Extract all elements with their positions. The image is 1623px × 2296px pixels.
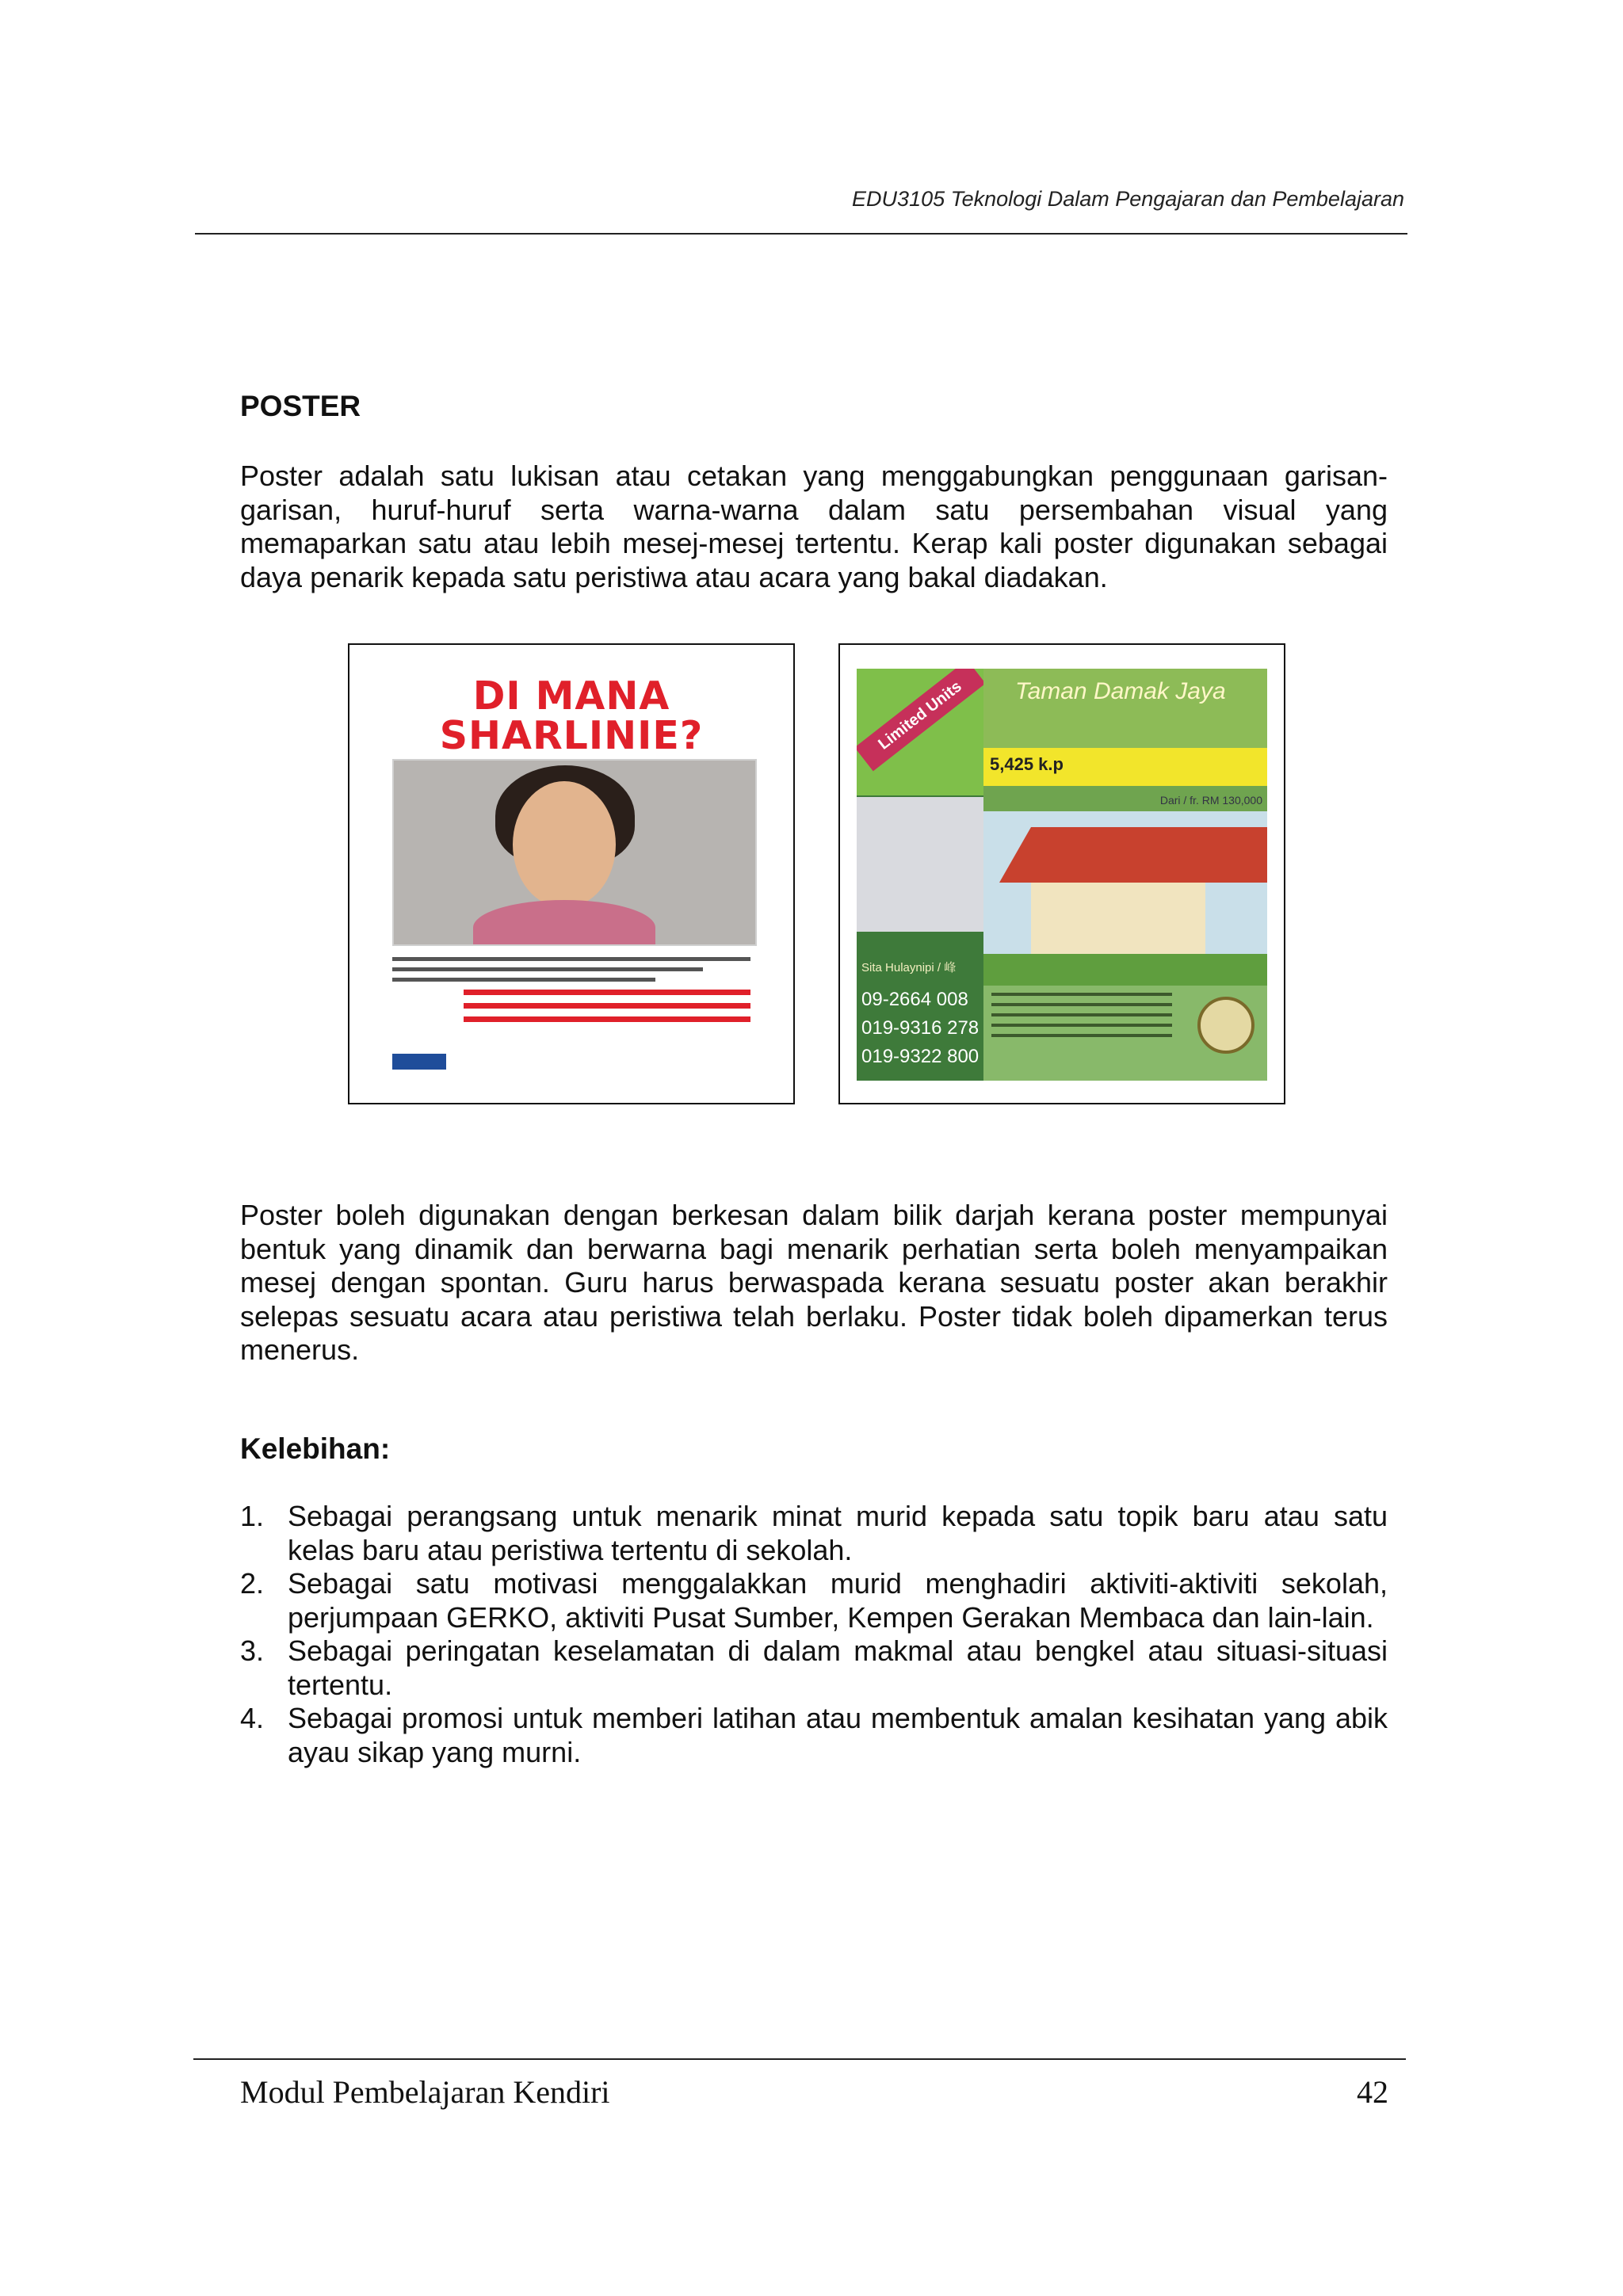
development-name: Taman Damak Jaya — [1015, 678, 1226, 704]
header-rule — [195, 233, 1407, 235]
limited-units-ribbon: Limited Units — [857, 669, 986, 771]
missing-child-poster — [380, 669, 763, 1079]
sponsor-logo — [392, 1054, 446, 1070]
family-photo — [857, 797, 983, 932]
price-label: Dari / fr. RM 130,000 — [1159, 794, 1262, 807]
list-item: 1. Sebagai perangsang untuk menarik minat murid kepada satu topik baru atau satu kelas baru atau peristiwa tertentu di sekolah. — [240, 1500, 1388, 1566]
list-item: 3. Sebagai peringatan keselamatan di dalam makmal atau bengkel atau situasi-situasi tertentu. — [240, 1634, 1388, 1701]
housing-poster — [857, 669, 1267, 1081]
body-paragraph: Poster boleh digunakan dengan berkesan dalam bilik darjah kerana poster mempunyai bentuk yang dinamik dan berwarna bagi menarik perhatian serta boleh menyampaikan mesej dengan spontan. Guru harus berwaspada kerana sesuatu poster akan berakhir selepas sesuatu acara atau peristiwa telah berlaku. Poster tidak boleh dipamerkan terus menerus. — [240, 1199, 1388, 1366]
intro-paragraph: Poster adalah satu lukisan atau cetakan yang menggabungkan penggunaan garisan-garisan, huruf-huruf serta warna-warna dalam satu persembahan visual yang memaparkan satu atau lebih mesej-mesej tertentu. Kerap kali poster digunakan sebagai daya penarik kepada satu peristiwa atau acara yang bakal diadakan. — [240, 460, 1388, 593]
list-item: 2. Sebagai satu motivasi menggalakkan murid menghadiri aktiviti-aktiviti sekolah, perjumpaan GERKO, aktiviti Pusat Sumber, Kempen Gerakan Membaca dan lain-lain. — [240, 1567, 1388, 1634]
phone-numbers: 09-2664 008 019-9316 278 019-9322 800 — [861, 989, 980, 1067]
child-photo — [392, 759, 757, 946]
poster-details — [392, 951, 750, 1030]
advantages-heading: Kelebihan: — [240, 1432, 391, 1465]
advantages-list — [240, 1500, 1388, 1769]
section-heading: POSTER — [240, 390, 361, 422]
housing-poster-image — [838, 643, 1285, 1104]
page-number: 42 — [1357, 2074, 1388, 2110]
footer-rule — [193, 2058, 1406, 2060]
list-item: 4. Sebagai promosi untuk memberi latihan atau membentuk amalan kesihatan yang abik ayau sikap yang murni. — [240, 1702, 1388, 1768]
contact-info — [983, 986, 1267, 1081]
running-header: EDU3105 Teknologi Dalam Pengajaran dan Pembelajaran — [852, 187, 1404, 211]
missing-child-poster-image — [348, 643, 795, 1104]
agent-name: Sita Hulaynipi / 峰 — [861, 961, 957, 974]
seal-icon — [1197, 997, 1254, 1054]
footer-title: Modul Pembelajaran Kendiri — [240, 2074, 610, 2110]
house-illustration — [983, 811, 1267, 986]
poster-headline: DI MANA SHARLINIE? — [439, 673, 704, 758]
land-size: 5,425 k.p — [990, 754, 1064, 774]
